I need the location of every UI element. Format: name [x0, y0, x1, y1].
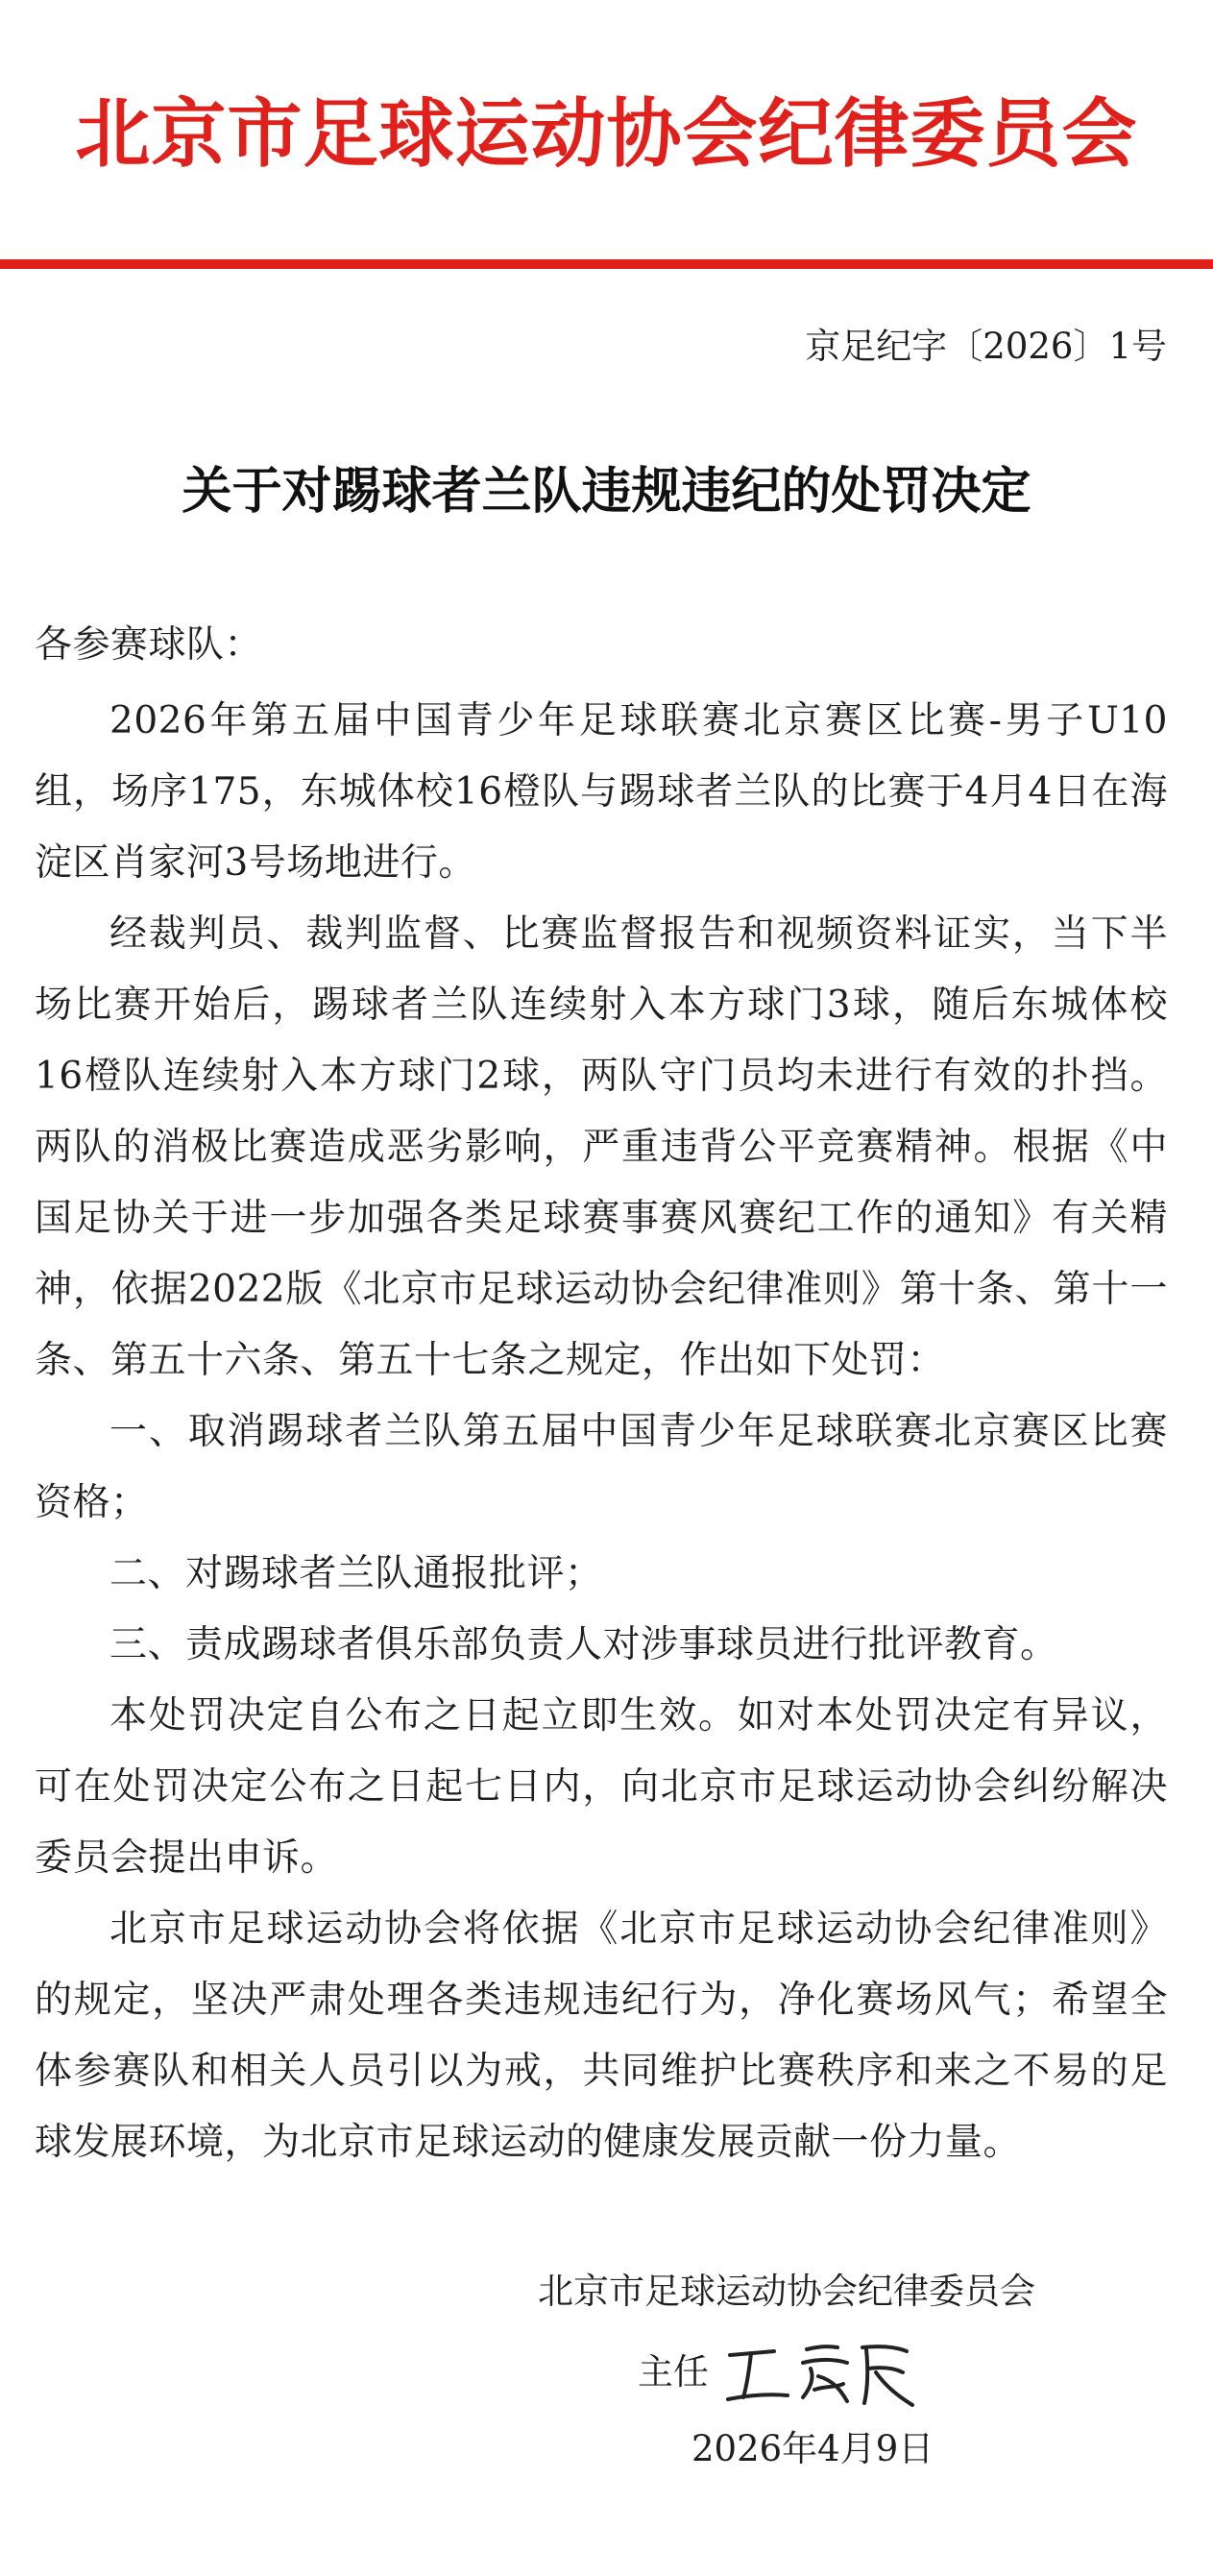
document-title: 关于对踢球者兰队违规违纪的处罚决定: [182, 462, 1031, 521]
signature-row: [638, 2334, 1114, 2411]
paragraph-match-info: 2026年第五届中国青少年足球联赛北京赛区比赛-男子U10组，场序175，东城体校16橙队与踢球者兰队的比赛于4月4日在海淀区肖家河3号场地进行。: [35, 699, 1168, 885]
red-divider-line: [0, 259, 1213, 269]
body-paragraphs: [35, 686, 1168, 2178]
paragraph-findings: 经裁判员、裁判监督、比赛监督报告和视频资料证实，当下半场比赛开始后，踢球者兰队连续射入本方球门3球，随后东城体校16橙队连续射入本方球门2球，两队守门员均未进行有效的扑挡。两队的消极比赛造成恶劣影响，严重违背公平竞赛精神。根据《中国足协关于进一步加强各类足球赛事赛风赛纪工作的通知》有关精神，依据2022版《北京市足球运动协会纪律准则》第十条、第十一条、第五十六条、第五十七条之规定，作出如下处罚：: [35, 912, 1168, 1382]
paragraph-effective-appeal: 本处罚决定自公布之日起立即生效。如对本处罚决定有异议，可在处罚决定公布之日起七日内，向北京市足球运动协会纠纷解决委员会提出申诉。: [35, 1694, 1168, 1880]
signature-block: [538, 2263, 1114, 2478]
signature-organization: 北京市足球运动协会纪律委员会: [538, 2271, 1035, 2312]
paragraph-penalty-3: 三、责成踢球者俱乐部负责人对涉事球员进行批评教育。: [109, 1623, 1058, 1666]
paragraph-penalty-2: 二、对踢球者兰队通报批评；: [109, 1552, 603, 1595]
issuing-org-header: 北京市足球运动协会纪律委员会: [75, 91, 1138, 178]
signature-role: 主任: [638, 2351, 709, 2393]
paragraph-penalty-1: 一、取消踢球者兰队第五届中国青少年足球联赛北京赛区比赛资格；: [35, 1410, 1168, 1524]
paragraph-closing: 北京市足球运动协会将依据《北京市足球运动协会纪律准则》的规定，坚决严肃处理各类违规违纪行为，净化赛场风气；希望全体参赛队和相关人员引以为戒，共同维护比赛秩序和来之不易的足球发展环境，为北京市足球运动的健康发展贡献一份力量。: [35, 1908, 1168, 2164]
salutation: 各参赛球队：: [35, 623, 263, 667]
signature-date: 2026年4月9日: [691, 2428, 934, 2469]
document-number: 京足纪字〔2026〕1号: [805, 326, 1167, 367]
handwritten-signature: [718, 2334, 920, 2411]
